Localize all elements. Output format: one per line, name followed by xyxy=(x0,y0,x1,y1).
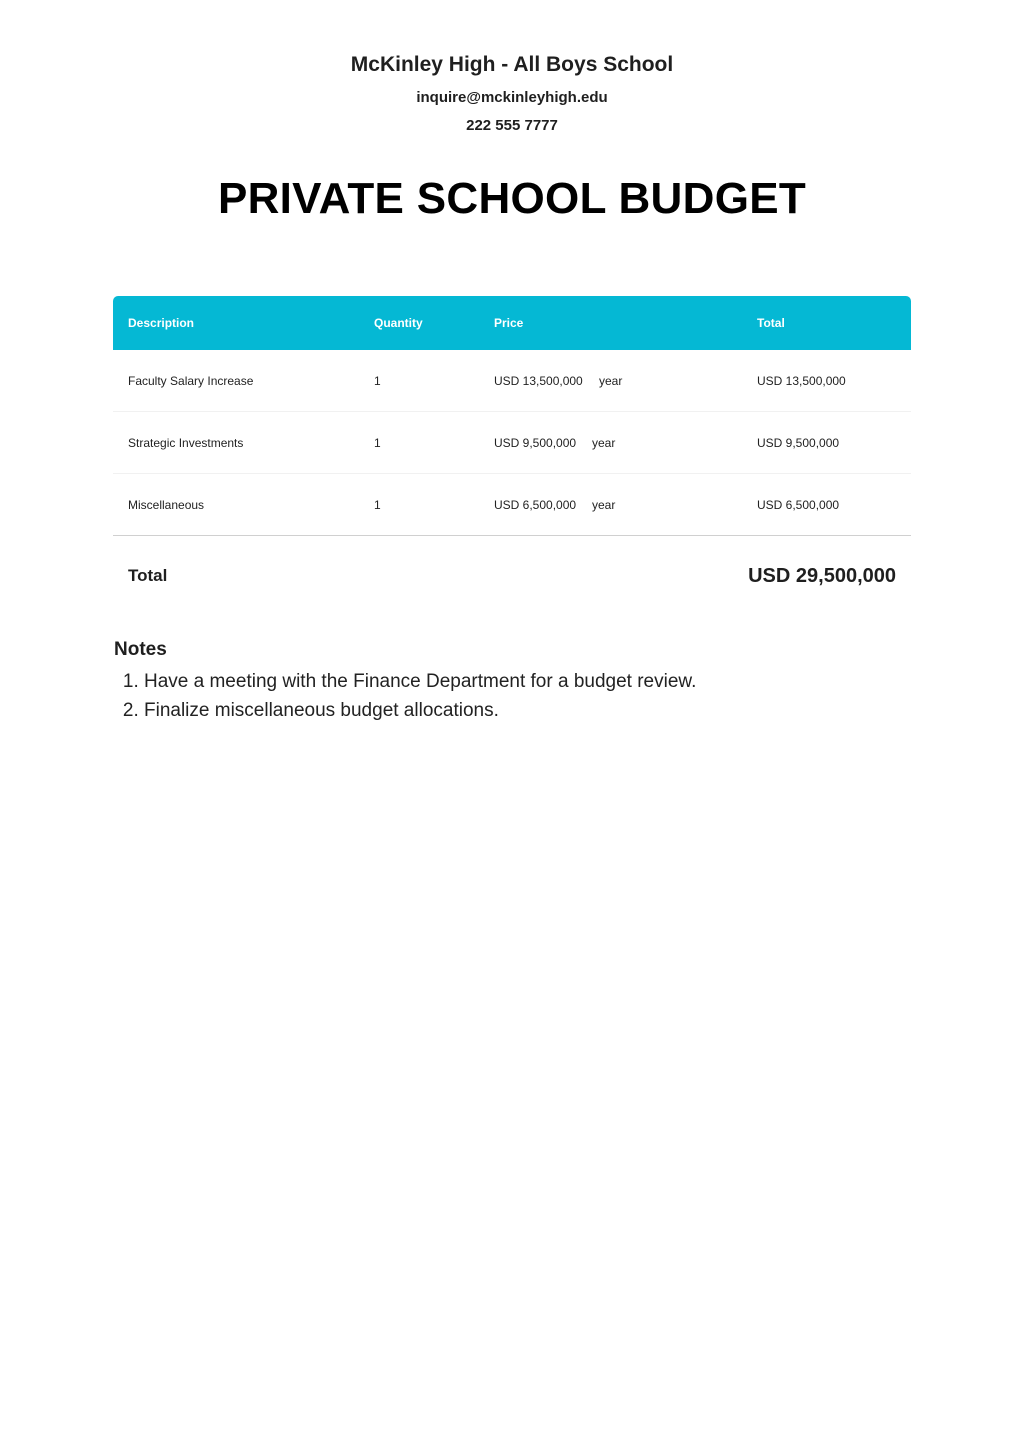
org-phone: 222 555 7777 xyxy=(466,117,558,134)
org-email: inquire@mckinleyhigh.edu xyxy=(416,89,608,106)
row-price-period: year xyxy=(592,497,616,512)
row-price: USD 13,500,000 xyxy=(494,373,583,388)
table-row xyxy=(113,350,911,412)
note-item: 2. Finalize miscellaneous budget allocations. xyxy=(144,696,914,725)
table-row xyxy=(113,474,911,536)
column-header-description: Description xyxy=(128,316,195,330)
notes-list xyxy=(114,667,914,725)
grand-total-value: USD 29,500,000 xyxy=(748,565,896,587)
table-header xyxy=(113,296,911,350)
row-description: Miscellaneous xyxy=(128,497,205,512)
note-item: 1. Have a meeting with the Finance Department for a budget review. xyxy=(144,667,914,696)
row-quantity: 1 xyxy=(374,497,381,512)
grand-total-row xyxy=(113,536,911,614)
org-name: McKinley High - All Boys School xyxy=(350,53,674,76)
budget-table xyxy=(113,296,911,614)
row-price: USD 9,500,000 xyxy=(494,435,577,450)
notes-title: Notes xyxy=(114,639,167,660)
column-header-total: Total xyxy=(757,316,785,330)
row-price: USD 6,500,000 xyxy=(494,497,577,512)
column-header-price: Price xyxy=(494,316,524,330)
row-total: USD 9,500,000 xyxy=(757,435,840,450)
notes-section xyxy=(114,639,914,725)
column-header-quantity: Quantity xyxy=(374,316,423,330)
row-price-period: year xyxy=(592,435,616,450)
row-description: Strategic Investments xyxy=(128,435,244,450)
grand-total-label: Total xyxy=(128,566,168,585)
row-quantity: 1 xyxy=(374,435,381,450)
table-row xyxy=(113,412,911,474)
row-total: USD 6,500,000 xyxy=(757,497,840,512)
row-description: Faculty Salary Increase xyxy=(128,373,254,388)
row-price-period: year xyxy=(599,373,623,388)
row-quantity: 1 xyxy=(374,373,381,388)
document-title: PRIVATE SCHOOL BUDGET xyxy=(217,174,807,223)
row-total: USD 13,500,000 xyxy=(757,373,846,388)
